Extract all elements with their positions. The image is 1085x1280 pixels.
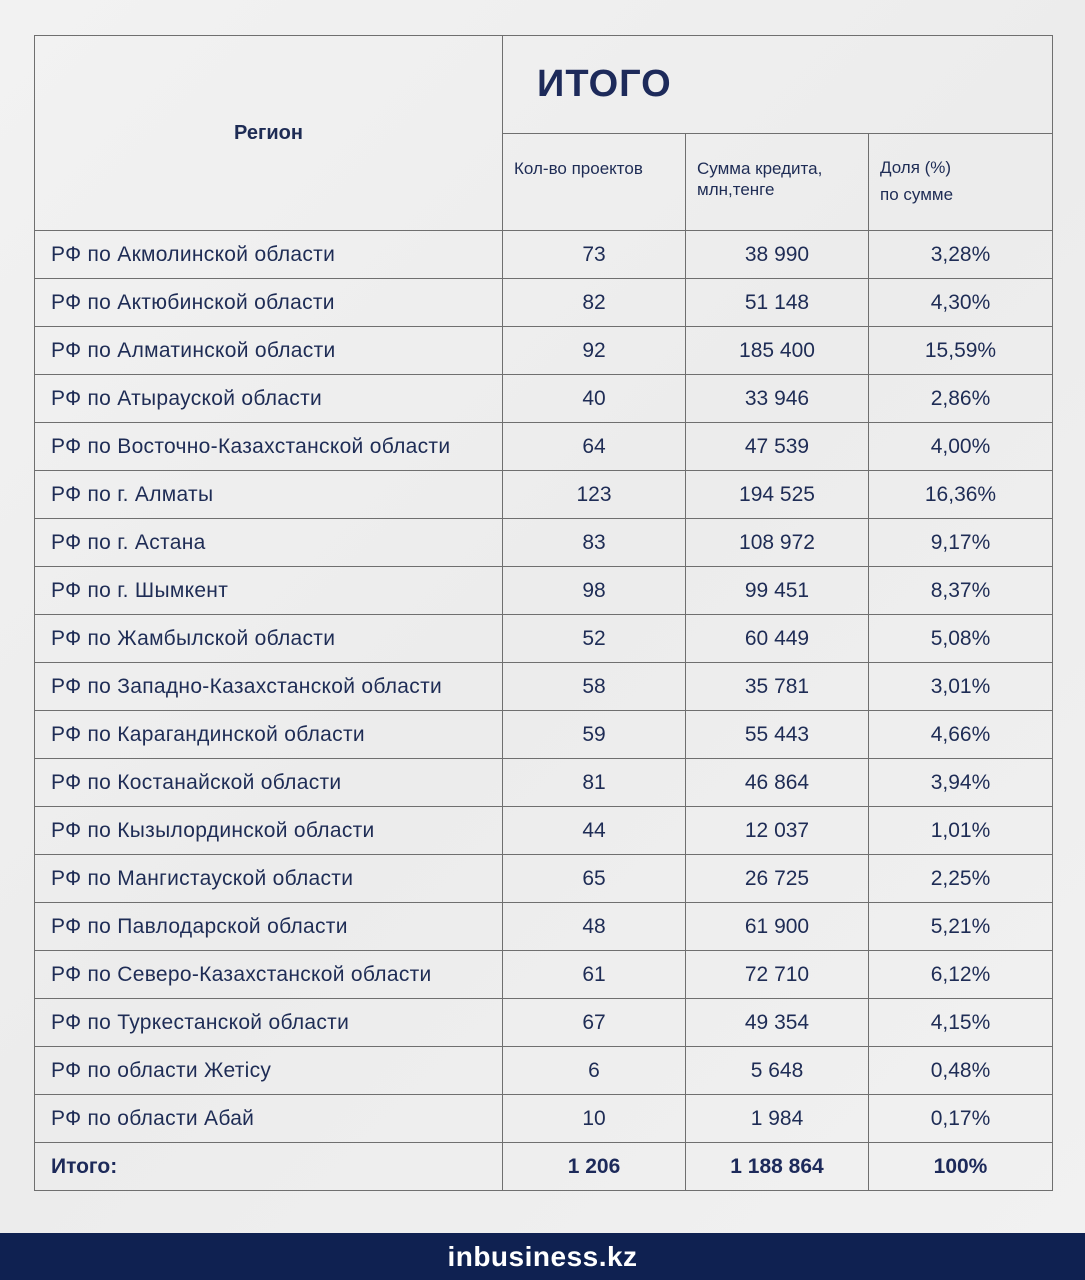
region-cell: РФ по г. Алматы xyxy=(35,471,503,519)
count-cell: 123 xyxy=(503,471,686,519)
region-cell: РФ по Туркестанской области xyxy=(35,999,503,1047)
table-row xyxy=(35,903,1053,951)
count-cell: 59 xyxy=(503,711,686,759)
sum-cell: 51 148 xyxy=(686,279,869,327)
count-cell: 82 xyxy=(503,279,686,327)
share-cell: 0,17% xyxy=(869,1095,1053,1143)
share-cell: 4,30% xyxy=(869,279,1053,327)
region-cell: РФ по Актюбинской области xyxy=(35,279,503,327)
sum-cell: 72 710 xyxy=(686,951,869,999)
share-cell: 6,12% xyxy=(869,951,1053,999)
table-row xyxy=(35,519,1053,567)
region-cell: РФ по Жамбылской области xyxy=(35,615,503,663)
region-cell: РФ по Северо-Казахстанской области xyxy=(35,951,503,999)
share-cell: 2,25% xyxy=(869,855,1053,903)
region-cell: РФ по области Жетісу xyxy=(35,1047,503,1095)
table-row xyxy=(35,1095,1053,1143)
sum-cell: 26 725 xyxy=(686,855,869,903)
region-cell: РФ по Атырауской области xyxy=(35,375,503,423)
table-row xyxy=(35,615,1053,663)
share-cell: 3,94% xyxy=(869,759,1053,807)
count-cell: 92 xyxy=(503,327,686,375)
total-count: 1 206 xyxy=(503,1143,686,1191)
count-cell: 83 xyxy=(503,519,686,567)
region-cell: РФ по области Абай xyxy=(35,1095,503,1143)
count-cell: 64 xyxy=(503,423,686,471)
total-row xyxy=(35,1143,1053,1191)
share-cell: 4,00% xyxy=(869,423,1053,471)
table-row xyxy=(35,951,1053,999)
count-cell: 10 xyxy=(503,1095,686,1143)
total-share: 100% xyxy=(869,1143,1053,1191)
header-share: Доля (%) по сумме xyxy=(869,134,1053,231)
sum-cell: 61 900 xyxy=(686,903,869,951)
header-group-title: ИТОГО xyxy=(503,36,1053,134)
region-cell: РФ по Павлодарской области xyxy=(35,903,503,951)
table-row xyxy=(35,327,1053,375)
count-cell: 81 xyxy=(503,759,686,807)
count-cell: 61 xyxy=(503,951,686,999)
sum-cell: 49 354 xyxy=(686,999,869,1047)
count-cell: 48 xyxy=(503,903,686,951)
count-cell: 52 xyxy=(503,615,686,663)
region-cell: РФ по Восточно-Казахстанской области xyxy=(35,423,503,471)
count-cell: 6 xyxy=(503,1047,686,1095)
table-row xyxy=(35,759,1053,807)
share-cell: 9,17% xyxy=(869,519,1053,567)
share-cell: 2,86% xyxy=(869,375,1053,423)
sum-cell: 5 648 xyxy=(686,1047,869,1095)
region-cell: РФ по Карагандинской области xyxy=(35,711,503,759)
region-cell: РФ по Кызылординской области xyxy=(35,807,503,855)
region-cell: РФ по г. Астана xyxy=(35,519,503,567)
region-cell: РФ по Алматинской области xyxy=(35,327,503,375)
sum-cell: 12 037 xyxy=(686,807,869,855)
count-cell: 44 xyxy=(503,807,686,855)
header-count: Кол-во проектов xyxy=(503,134,686,231)
share-cell: 5,21% xyxy=(869,903,1053,951)
footer-bar xyxy=(0,1233,1085,1280)
share-cell: 0,48% xyxy=(869,1047,1053,1095)
share-cell: 5,08% xyxy=(869,615,1053,663)
region-cell: РФ по Костанайской области xyxy=(35,759,503,807)
table-row xyxy=(35,855,1053,903)
credit-table xyxy=(34,35,1053,1191)
region-cell: РФ по Мангистауской области xyxy=(35,855,503,903)
sum-cell: 194 525 xyxy=(686,471,869,519)
table-row xyxy=(35,711,1053,759)
region-cell: РФ по г. Шымкент xyxy=(35,567,503,615)
sum-cell: 55 443 xyxy=(686,711,869,759)
share-cell: 4,66% xyxy=(869,711,1053,759)
table-row xyxy=(35,471,1053,519)
share-cell: 3,28% xyxy=(869,231,1053,279)
count-cell: 58 xyxy=(503,663,686,711)
sum-cell: 47 539 xyxy=(686,423,869,471)
sum-cell: 46 864 xyxy=(686,759,869,807)
sum-cell: 99 451 xyxy=(686,567,869,615)
sum-cell: 38 990 xyxy=(686,231,869,279)
site-logo[interactable]: inbusiness.kz xyxy=(447,1240,638,1272)
table-row xyxy=(35,807,1053,855)
header-sum: Сумма кредита, млн,тенге xyxy=(686,134,869,231)
sum-cell: 1 984 xyxy=(686,1095,869,1143)
count-cell: 67 xyxy=(503,999,686,1047)
count-cell: 65 xyxy=(503,855,686,903)
share-cell: 3,01% xyxy=(869,663,1053,711)
total-sum: 1 188 864 xyxy=(686,1143,869,1191)
table-row xyxy=(35,231,1053,279)
count-cell: 40 xyxy=(503,375,686,423)
region-cell: РФ по Акмолинской области xyxy=(35,231,503,279)
sum-cell: 35 781 xyxy=(686,663,869,711)
region-cell: РФ по Западно-Казахстанской области xyxy=(35,663,503,711)
share-cell: 8,37% xyxy=(869,567,1053,615)
header-region: Регион xyxy=(35,36,503,231)
sum-cell: 108 972 xyxy=(686,519,869,567)
table-row xyxy=(35,1047,1053,1095)
total-label: Итого: xyxy=(35,1143,503,1191)
table-row xyxy=(35,567,1053,615)
table-row xyxy=(35,423,1053,471)
table-row xyxy=(35,663,1053,711)
table-row xyxy=(35,375,1053,423)
count-cell: 98 xyxy=(503,567,686,615)
sum-cell: 60 449 xyxy=(686,615,869,663)
share-cell: 1,01% xyxy=(869,807,1053,855)
table-row xyxy=(35,279,1053,327)
count-cell: 73 xyxy=(503,231,686,279)
share-cell: 4,15% xyxy=(869,999,1053,1047)
share-cell: 15,59% xyxy=(869,327,1053,375)
sum-cell: 33 946 xyxy=(686,375,869,423)
table-row xyxy=(35,999,1053,1047)
share-cell: 16,36% xyxy=(869,471,1053,519)
table-body xyxy=(35,231,1053,1191)
sum-cell: 185 400 xyxy=(686,327,869,375)
